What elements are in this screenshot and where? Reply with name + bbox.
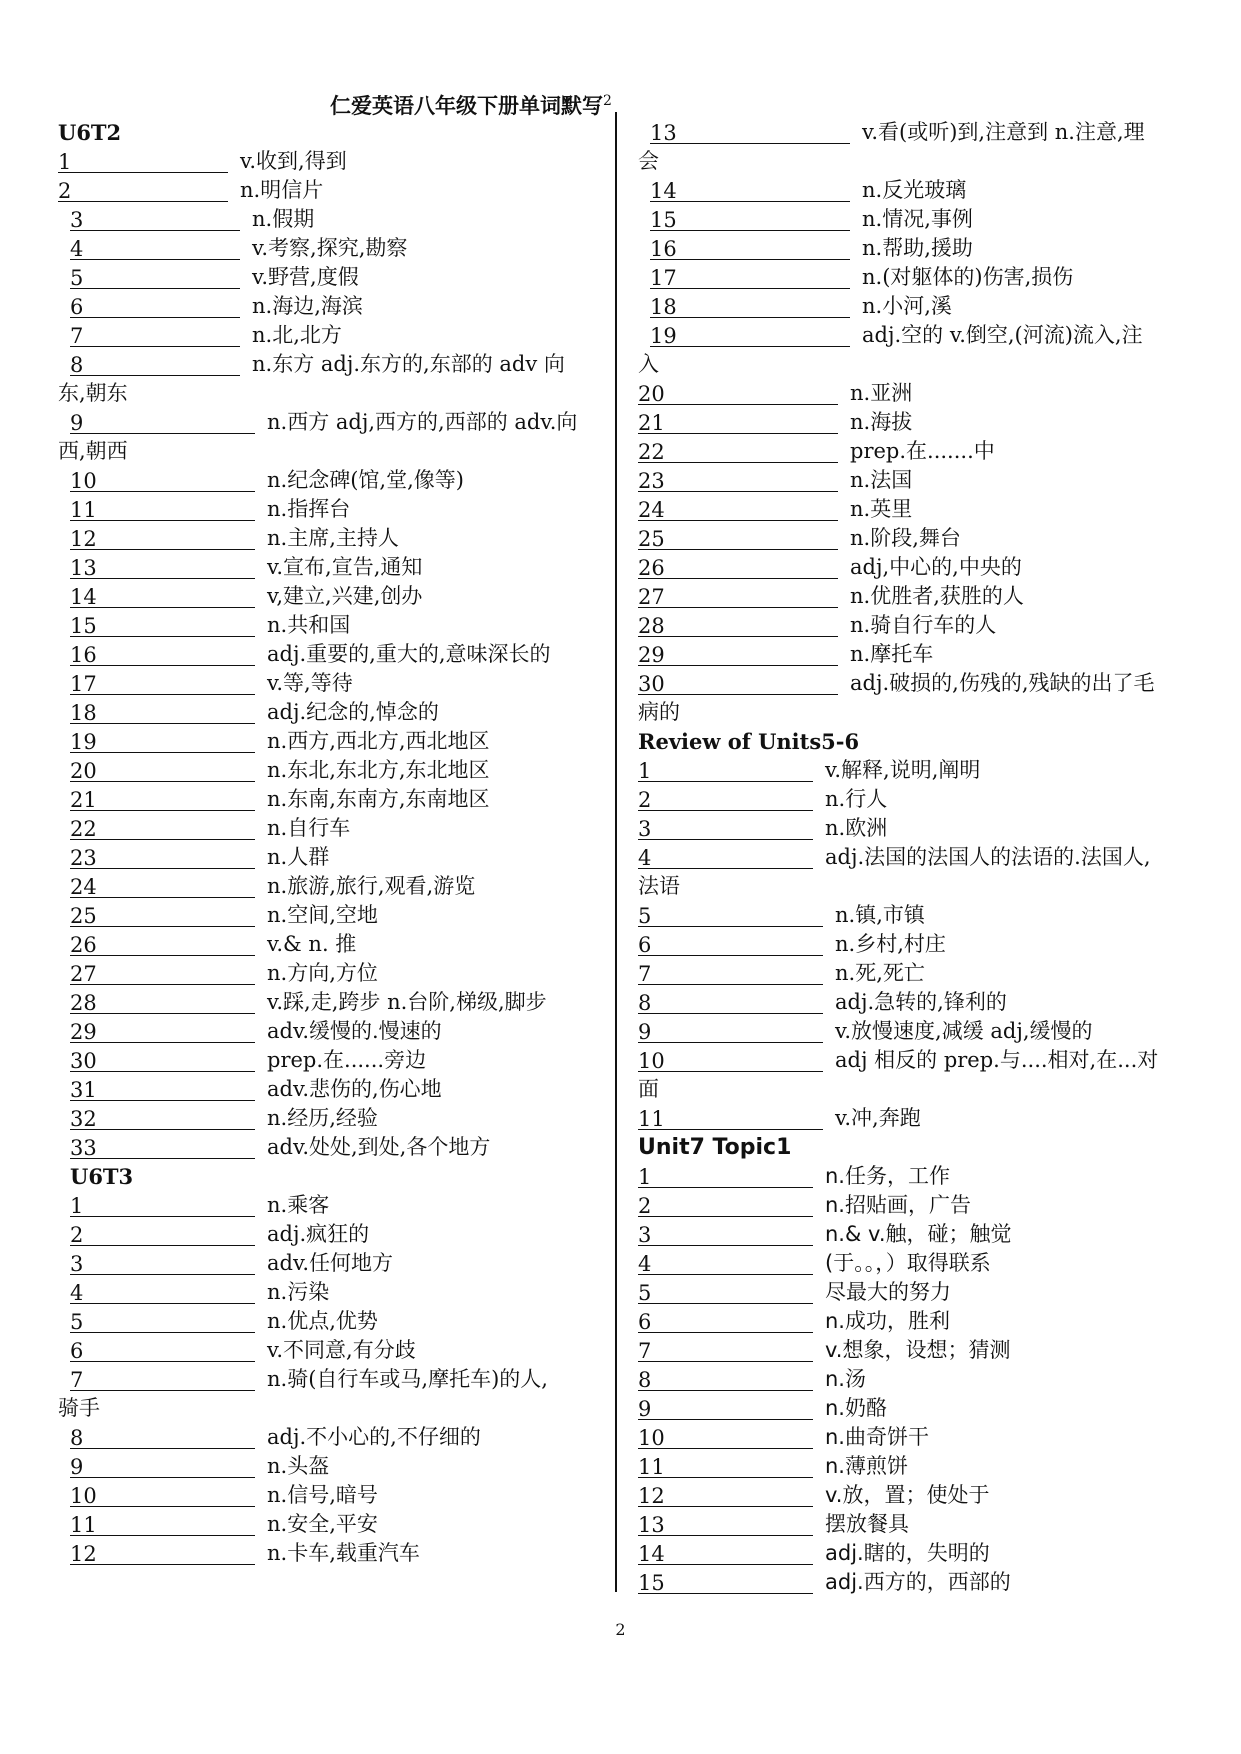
answer-blank[interactable]: 7	[638, 1338, 813, 1362]
answer-blank[interactable]: 26	[638, 555, 838, 579]
vocab-item	[58, 1278, 598, 1307]
vocab-item	[58, 756, 598, 785]
answer-blank[interactable]: 21	[70, 787, 255, 811]
definition: n.方向,方位	[267, 961, 378, 985]
definition: n.共和国	[267, 613, 351, 637]
vocab-item	[638, 466, 1186, 495]
definition: v.宣布,宣告,通知	[267, 555, 423, 579]
definition: n.北,北方	[252, 323, 342, 347]
vocab-item	[58, 1336, 598, 1365]
definition: prep.在.......中	[850, 439, 995, 463]
answer-blank[interactable]: 9	[70, 1454, 255, 1478]
definition: adj.重要的,重大的,意味深长的	[267, 642, 551, 666]
definition: n.主席,主持人	[267, 526, 399, 550]
answer-blank[interactable]: 19	[70, 729, 255, 753]
definition-continuation: 病的	[638, 700, 680, 724]
vocab-item	[58, 640, 598, 669]
definition: n.英里	[850, 497, 913, 521]
definition: n.薄煎饼	[825, 1454, 908, 1478]
answer-blank[interactable]: 4	[638, 845, 813, 869]
answer-blank[interactable]: 14	[70, 584, 255, 608]
vocab-item	[638, 669, 1186, 698]
vocab-item	[58, 147, 598, 176]
definition: n.优点,优势	[267, 1309, 378, 1333]
answer-blank[interactable]: 5	[70, 265, 240, 289]
answer-blank[interactable]: 29	[70, 1019, 255, 1043]
vocab-item	[638, 756, 1186, 785]
vocab-item	[58, 350, 598, 379]
vocab-item	[638, 321, 1186, 350]
answer-blank[interactable]: 28	[638, 613, 838, 637]
answer-blank[interactable]: 20	[70, 758, 255, 782]
vocab-item	[58, 1481, 598, 1510]
vocab-item	[638, 640, 1186, 669]
definition: adj.破损的,伤残的,残缺的出了毛	[850, 671, 1155, 695]
definition-continuation: 面	[638, 1077, 659, 1101]
answer-blank[interactable]: 6	[638, 1309, 813, 1333]
answer-blank[interactable]: 24	[638, 497, 838, 521]
section-heading: Unit7 Topic1	[638, 1135, 792, 1160]
title-text: 仁爱英语八年级下册单词默写	[330, 93, 603, 118]
definition: v.踩,走,跨步 n.台阶,梯级,脚步	[267, 990, 547, 1014]
definition: n.曲奇饼干	[825, 1425, 929, 1449]
answer-blank[interactable]: 1	[638, 1164, 813, 1188]
answer-blank[interactable]: 13	[638, 1512, 813, 1536]
definition: n.污染	[267, 1280, 330, 1304]
vocab-item	[638, 1249, 1186, 1278]
definition: v.想象，设想；猜测	[825, 1338, 1011, 1362]
definition: n.(对躯体的)伤害,损伤	[862, 265, 1074, 289]
answer-blank[interactable]: 7	[70, 323, 240, 347]
vocab-item	[638, 930, 1186, 959]
vocab-item	[58, 785, 598, 814]
answer-blank[interactable]: 5	[638, 903, 823, 927]
vocab-item	[58, 321, 598, 350]
vocab-item	[58, 1365, 598, 1394]
answer-blank[interactable]: 8	[638, 1367, 813, 1391]
answer-blank[interactable]: 33	[70, 1135, 255, 1159]
left-column	[58, 118, 598, 1568]
vocab-item	[58, 930, 598, 959]
definition: n.西方 adj,西方的,西部的 adv.向	[267, 410, 578, 434]
answer-blank[interactable]: 24	[70, 874, 255, 898]
answer-blank[interactable]: 32	[70, 1106, 255, 1130]
definition: adj.急转的,锋利的	[835, 990, 1007, 1014]
definition: n.海边,海滨	[252, 294, 363, 318]
vocab-item	[638, 1017, 1186, 1046]
vocab-item	[638, 1452, 1186, 1481]
vocab-item	[638, 495, 1186, 524]
answer-blank[interactable]: 9	[638, 1019, 823, 1043]
answer-blank[interactable]: 2	[70, 1222, 255, 1246]
definition: v.野营,度假	[252, 265, 359, 289]
definition: v.放，置；使处于	[825, 1483, 990, 1507]
answer-blank[interactable]: 28	[70, 990, 255, 1014]
section-heading: Review of Units5-6	[638, 729, 860, 754]
vocab-item	[638, 205, 1186, 234]
answer-blank[interactable]: 21	[638, 410, 838, 434]
answer-blank[interactable]: 9	[70, 410, 255, 434]
vocab-item	[638, 408, 1186, 437]
answer-blank[interactable]: 15	[70, 613, 255, 637]
answer-blank[interactable]: 11	[70, 1512, 255, 1536]
vocab-item	[638, 959, 1186, 988]
vocab-item	[638, 1104, 1186, 1133]
answer-blank[interactable]: 20	[638, 381, 838, 405]
vocab-item	[638, 1539, 1186, 1568]
answer-blank[interactable]: 10	[70, 468, 255, 492]
definition: v.考察,探究,勘察	[252, 236, 408, 260]
definition: n.招贴画，广告	[825, 1193, 971, 1217]
vocab-item	[58, 524, 598, 553]
vocab-item	[638, 1568, 1186, 1597]
definition: n.东北,东北方,东北地区	[267, 758, 490, 782]
vocab-item	[58, 495, 598, 524]
answer-blank[interactable]: 6	[638, 932, 823, 956]
vocab-item	[58, 1510, 598, 1539]
answer-blank[interactable]: 17	[70, 671, 255, 695]
definition: n.优胜者,获胜的人	[850, 584, 1024, 608]
vocab-item	[58, 1423, 598, 1452]
vocab-item	[638, 901, 1186, 930]
answer-blank[interactable]: 18	[70, 700, 255, 724]
definition: n.情况,事例	[862, 207, 973, 231]
answer-blank[interactable]: 8	[638, 990, 823, 1014]
definition: n.明信片	[240, 178, 324, 202]
answer-blank[interactable]: 13	[650, 120, 850, 144]
definition: v.收到,得到	[240, 149, 347, 173]
vocab-item	[58, 553, 598, 582]
vocab-item	[58, 727, 598, 756]
vocab-item	[638, 118, 1186, 147]
vocab-item	[638, 1336, 1186, 1365]
answer-blank[interactable]: 26	[70, 932, 255, 956]
answer-blank[interactable]: 12	[70, 1541, 255, 1565]
definition: n.死,死亡	[835, 961, 925, 985]
definition: n.汤	[825, 1367, 866, 1391]
answer-blank[interactable]: 10	[638, 1048, 823, 1072]
answer-blank[interactable]: 2	[638, 787, 813, 811]
answer-blank[interactable]: 4	[638, 1251, 813, 1275]
vocab-item	[638, 843, 1186, 872]
definition: n.骑(自行车或马,摩托车)的人,	[267, 1367, 548, 1391]
definition: n.纪念碑(馆,堂,像等)	[267, 468, 464, 492]
answer-blank[interactable]: 9	[638, 1396, 813, 1420]
answer-blank[interactable]: 30	[638, 671, 838, 695]
answer-blank[interactable]: 16	[70, 642, 255, 666]
vocab-item	[638, 1191, 1186, 1220]
vocab-item	[58, 176, 598, 205]
vocab-item	[638, 1278, 1186, 1307]
section-heading: U6T2	[58, 120, 122, 145]
vocab-item	[58, 1046, 598, 1075]
definition: n.经历,经验	[267, 1106, 378, 1130]
vocab-item	[58, 843, 598, 872]
answer-blank[interactable]: 22	[638, 439, 838, 463]
definition: n.东南,东南方,东南地区	[267, 787, 490, 811]
definition: n.骑自行车的人	[850, 613, 997, 637]
definition: n.小河,溪	[862, 294, 952, 318]
definition: n.成功，胜利	[825, 1309, 950, 1333]
vocab-item	[638, 1365, 1186, 1394]
vocab-item	[58, 1075, 598, 1104]
answer-blank[interactable]: 27	[70, 961, 255, 985]
vocab-item	[58, 1191, 598, 1220]
definition: (于。。，）取得联系	[825, 1251, 991, 1275]
definition: adj 相反的 prep.与....相对,在...对	[835, 1048, 1159, 1072]
vocab-item	[58, 234, 598, 263]
column-divider	[615, 112, 617, 1592]
definition: n.指挥台	[267, 497, 351, 521]
definition: n.头盔	[267, 1454, 330, 1478]
answer-blank[interactable]: 23	[638, 468, 838, 492]
vocab-item	[58, 205, 598, 234]
vocab-item	[638, 1510, 1186, 1539]
answer-blank[interactable]: 15	[638, 1570, 813, 1594]
answer-blank[interactable]: 11	[70, 497, 255, 521]
answer-blank[interactable]: 22	[70, 816, 255, 840]
definition: n.人群	[267, 845, 330, 869]
vocab-item	[58, 988, 598, 1017]
definition: n.行人	[825, 787, 888, 811]
definition: n.摩托车	[850, 642, 934, 666]
page-number: 2	[615, 1620, 626, 1639]
vocab-item	[638, 553, 1186, 582]
vocab-item	[638, 1481, 1186, 1510]
vocab-item	[58, 814, 598, 843]
answer-blank[interactable]: 4	[70, 1280, 255, 1304]
vocab-item	[638, 379, 1186, 408]
definition: n.乡村,村庄	[835, 932, 946, 956]
vocab-item	[638, 582, 1186, 611]
definition: v.解释,说明,阐明	[825, 758, 981, 782]
definition: adj.空的 v.倒空,(河流)流入,注	[862, 323, 1143, 347]
answer-blank[interactable]: 8	[70, 1425, 255, 1449]
definition: 尽最大的努力	[825, 1280, 951, 1304]
vocab-item	[58, 1220, 598, 1249]
vocab-item	[638, 1162, 1186, 1191]
answer-blank[interactable]: 19	[650, 323, 850, 347]
vocab-item	[638, 176, 1186, 205]
vocab-item	[58, 611, 598, 640]
definition: adj.法国的法国人的法语的.法国人,	[825, 845, 1151, 869]
vocab-item	[58, 582, 598, 611]
answer-blank[interactable]: 10	[70, 1483, 255, 1507]
vocab-item	[638, 1046, 1186, 1075]
definition-continuation: 会	[638, 149, 659, 173]
answer-blank[interactable]: 7	[70, 1367, 255, 1391]
definition-continuation: 入	[638, 352, 659, 376]
definition: v.不同意,有分歧	[267, 1338, 416, 1362]
definition: n.空间,空地	[267, 903, 378, 927]
definition: n.假期	[252, 207, 315, 231]
definition-continuation: 骑手	[58, 1396, 100, 1420]
vocab-item	[638, 234, 1186, 263]
vocab-item	[638, 785, 1186, 814]
answer-blank[interactable]: 1	[58, 149, 228, 173]
definition: adj.疯狂的	[267, 1222, 370, 1246]
vocab-item	[58, 698, 598, 727]
answer-blank[interactable]: 3	[70, 207, 240, 231]
definition: adj.不小心的,不仔细的	[267, 1425, 481, 1449]
vocab-item	[58, 1017, 598, 1046]
definition: 摆放餐具	[825, 1512, 909, 1536]
vocab-item	[638, 1220, 1186, 1249]
vocab-item	[58, 292, 598, 321]
vocab-item	[638, 292, 1186, 321]
answer-blank[interactable]: 25	[638, 526, 838, 550]
answer-blank[interactable]: 8	[70, 352, 240, 376]
definition: prep.在......旁边	[267, 1048, 427, 1072]
vocab-item	[58, 1539, 598, 1568]
definition: adj.纪念的,悼念的	[267, 700, 439, 724]
vocab-item	[638, 814, 1186, 843]
vocab-item	[638, 263, 1186, 292]
definition: n.& v.触，碰；触觉	[825, 1222, 1012, 1246]
vocab-item	[638, 1423, 1186, 1452]
answer-blank[interactable]: 7	[638, 961, 823, 985]
vocab-item	[58, 669, 598, 698]
definition: adv.任何地方	[267, 1251, 394, 1275]
vocab-item	[58, 1104, 598, 1133]
definition: v.等,等待	[267, 671, 353, 695]
definition: adv.处处,到处,各个地方	[267, 1135, 491, 1159]
definition: n.东方 adj.东方的,东部的 adv 向	[252, 352, 565, 376]
answer-blank[interactable]: 5	[638, 1280, 813, 1304]
vocab-item	[58, 466, 598, 495]
definition: v.冲,奔跑	[835, 1106, 921, 1130]
answer-blank[interactable]: 12	[638, 1483, 813, 1507]
vocab-item	[638, 1394, 1186, 1423]
answer-blank[interactable]: 11	[638, 1106, 823, 1130]
vocab-item	[638, 524, 1186, 553]
definition: adj.瞎的，失明的	[825, 1541, 990, 1565]
answer-blank[interactable]: 3	[638, 1222, 813, 1246]
definition: adj,中心的,中央的	[850, 555, 1022, 579]
answer-blank[interactable]: 14	[650, 178, 850, 202]
definition: v.放慢速度,减缓 adj,缓慢的	[835, 1019, 1093, 1043]
answer-blank[interactable]: 31	[70, 1077, 255, 1101]
answer-blank[interactable]: 18	[650, 294, 850, 318]
vocab-item	[638, 1307, 1186, 1336]
definition: n.阶段,舞台	[850, 526, 961, 550]
vocab-item	[638, 437, 1186, 466]
vocab-item	[58, 901, 598, 930]
answer-blank[interactable]: 5	[70, 1309, 255, 1333]
answer-blank[interactable]: 23	[70, 845, 255, 869]
vocab-item	[58, 263, 598, 292]
definition: v.& n. 推	[267, 932, 357, 956]
definition: n.镇,市镇	[835, 903, 925, 927]
definition: n.乘客	[267, 1193, 330, 1217]
definition-continuation: 东,朝东	[58, 381, 128, 405]
answer-blank[interactable]: 2	[58, 178, 228, 202]
page-title	[0, 90, 1241, 120]
right-column	[638, 118, 1186, 1597]
answer-blank[interactable]: 15	[650, 207, 850, 231]
definition: n.安全,平安	[267, 1512, 378, 1536]
definition: n.欧洲	[825, 816, 888, 840]
answer-blank[interactable]: 27	[638, 584, 838, 608]
answer-blank[interactable]: 13	[70, 555, 255, 579]
answer-blank[interactable]: 1	[70, 1193, 255, 1217]
answer-blank[interactable]: 6	[70, 294, 240, 318]
answer-blank[interactable]: 12	[70, 526, 255, 550]
answer-blank[interactable]: 3	[70, 1251, 255, 1275]
definition: n.法国	[850, 468, 913, 492]
definition: n.反光玻璃	[862, 178, 967, 202]
answer-blank[interactable]: 4	[70, 236, 240, 260]
answer-blank[interactable]: 3	[638, 816, 813, 840]
vocab-item	[638, 988, 1186, 1017]
vocab-item	[58, 1133, 598, 1162]
definition: n.帮助,援助	[862, 236, 973, 260]
vocab-item	[58, 1249, 598, 1278]
answer-blank[interactable]: 10	[638, 1425, 813, 1449]
definition: adv.缓慢的.慢速的	[267, 1019, 442, 1043]
vocab-item	[58, 959, 598, 988]
definition: n.奶酪	[825, 1396, 887, 1420]
answer-blank[interactable]: 14	[638, 1541, 813, 1565]
definition: n.西方,西北方,西北地区	[267, 729, 490, 753]
vocab-item	[58, 408, 598, 437]
definition: n.亚洲	[850, 381, 913, 405]
definition-continuation: 法语	[638, 874, 680, 898]
answer-blank[interactable]: 1	[638, 758, 813, 782]
answer-blank[interactable]: 29	[638, 642, 838, 666]
definition: adj.西方的，西部的	[825, 1570, 1011, 1594]
section-heading: U6T3	[70, 1164, 134, 1189]
vocab-item	[638, 611, 1186, 640]
answer-blank[interactable]: 16	[650, 236, 850, 260]
definition: n.自行车	[267, 816, 351, 840]
definition: n.卡车,载重汽车	[267, 1541, 420, 1565]
vocab-item	[58, 1452, 598, 1481]
answer-blank[interactable]: 25	[70, 903, 255, 927]
definition: v,建立,兴建,创办	[267, 584, 423, 608]
definition: adv.悲伤的,伤心地	[267, 1077, 442, 1101]
vocab-item	[58, 872, 598, 901]
answer-blank[interactable]: 11	[638, 1454, 813, 1478]
title-mark: 2	[603, 93, 612, 109]
definition: n.任务，工作	[825, 1164, 950, 1188]
answer-blank[interactable]: 17	[650, 265, 850, 289]
vocab-item	[58, 1307, 598, 1336]
definition: n.海拔	[850, 410, 913, 434]
definition-continuation: 西,朝西	[58, 439, 128, 463]
answer-blank[interactable]: 30	[70, 1048, 255, 1072]
definition: n.旅游,旅行,观看,游览	[267, 874, 476, 898]
definition: v.看(或听)到,注意到 n.注意,理	[862, 120, 1145, 144]
answer-blank[interactable]: 6	[70, 1338, 255, 1362]
definition: n.信号,暗号	[267, 1483, 378, 1507]
answer-blank[interactable]: 2	[638, 1193, 813, 1217]
